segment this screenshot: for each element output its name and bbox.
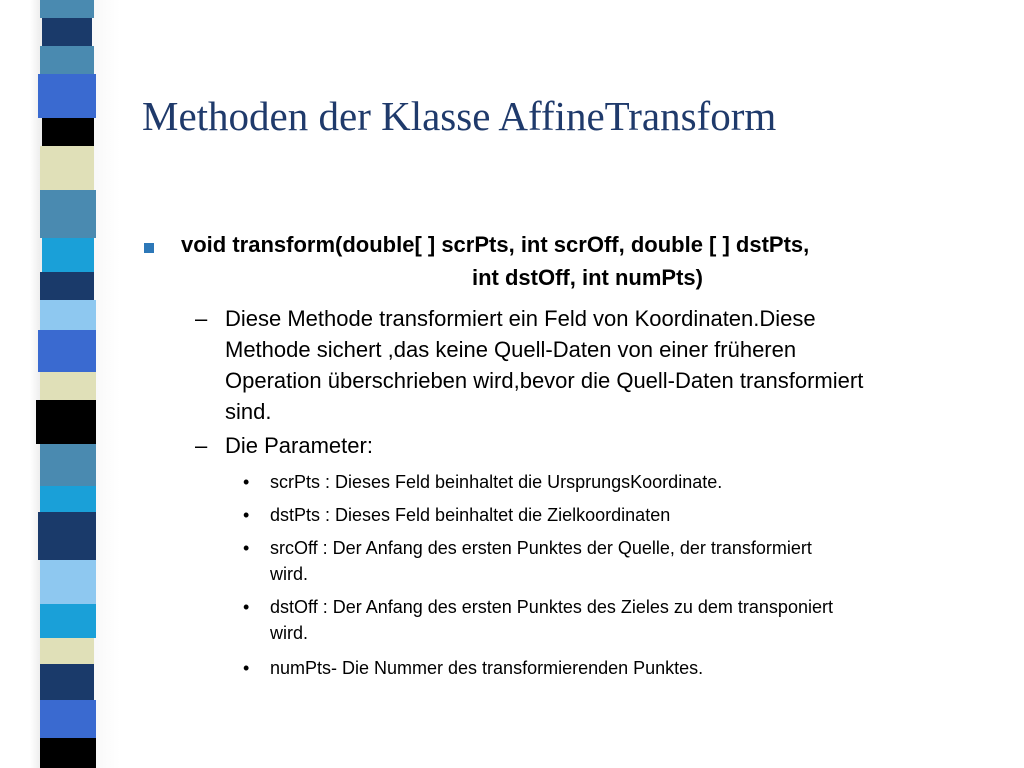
description-line: Diese Methode transformiert ein Feld von Koordinaten.Diese: [225, 306, 816, 331]
description-line: Methode sichert ,das keine Quell-Daten von einer früheren: [225, 337, 797, 362]
param-text: srcOff : Der Anfang des ersten Punktes der Quelle, der transformiert: [270, 538, 812, 558]
dot-bullet-icon: •: [243, 505, 250, 525]
param-text: wird.: [270, 623, 309, 643]
param-text: scrPts : Dieses Feld beinhaltet die UrsprungsKoordinate.: [270, 472, 723, 492]
dash-bullet-icon: –: [195, 306, 208, 331]
method-signature-line-1: void transform(double[ ] scrPts, int scrOff, double [ ] dstPts,: [181, 232, 810, 257]
description-line: Operation überschrieben wird,bevor die Quell-Daten transformiert: [225, 368, 864, 393]
param-text: dstPts : Dieses Feld beinhaltet die Zielkoordinaten: [270, 505, 671, 525]
param-text: numPts- Die Nummer des transformierenden Punktes.: [270, 658, 704, 678]
description-line: sind.: [225, 399, 272, 424]
dot-bullet-icon: •: [243, 597, 250, 617]
parameters-heading: Die Parameter:: [225, 433, 373, 458]
dash-bullet-icon: –: [195, 433, 208, 458]
method-signature-line-2: int dstOff, int numPts): [472, 265, 703, 290]
dot-bullet-icon: •: [243, 472, 250, 492]
param-text: dstOff : Der Anfang des ersten Punktes des Zieles zu dem transponiert: [270, 597, 833, 617]
dot-bullet-icon: •: [243, 538, 250, 558]
param-text: wird.: [270, 564, 309, 584]
dot-bullet-icon: •: [243, 658, 250, 678]
slide-title: Methoden der Klasse AffineTransform: [142, 93, 777, 139]
square-bullet-icon: [144, 243, 154, 253]
